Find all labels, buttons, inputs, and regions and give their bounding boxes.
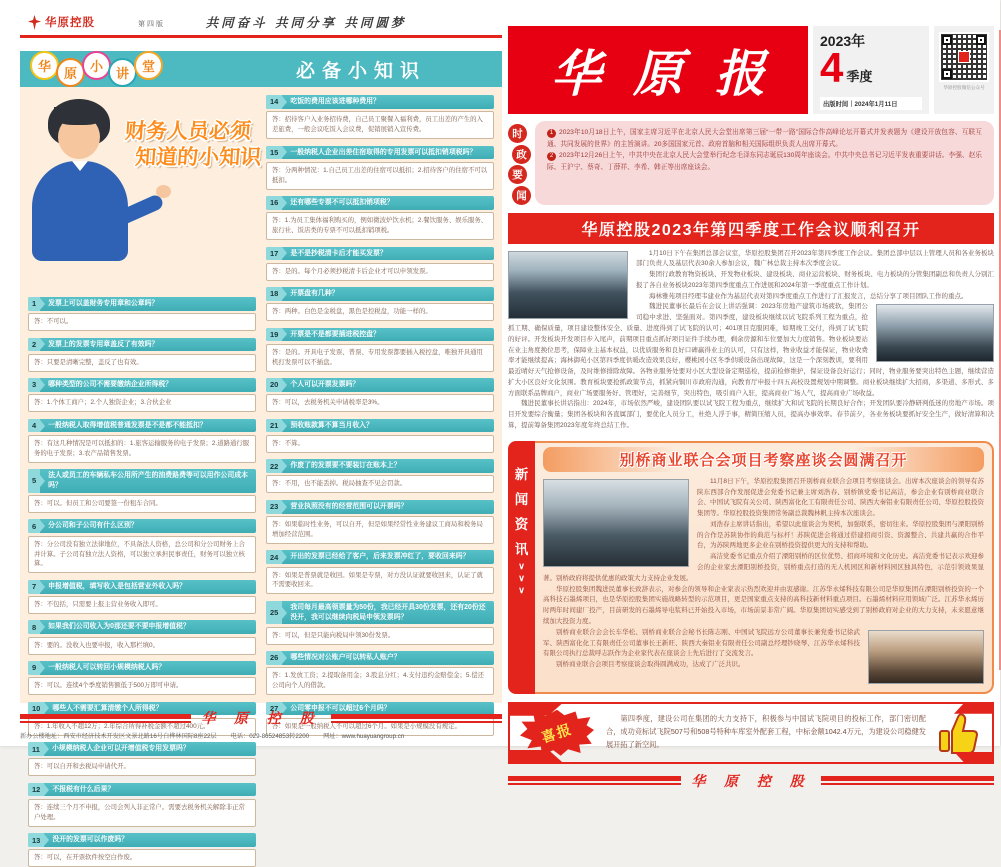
politics-label-column [508, 121, 530, 205]
qa-question [28, 661, 256, 675]
footer-company-name: 华 原 控 股 [691, 773, 811, 790]
slogan: 共同奋斗 共同分享 共同圆梦 [205, 15, 407, 30]
chevron-right-icon [40, 420, 45, 432]
issue-quarter-number: 4 [820, 44, 844, 91]
qa-question [266, 95, 494, 109]
qa-answer: 答：可以。但员工和公司要签一份租车合同。 [28, 495, 256, 513]
qa-question-text: 公司零申报不可以超过6个月吗？ [290, 704, 391, 712]
qa-number: 24 [266, 550, 282, 564]
qa-item [28, 661, 256, 695]
qa-number: 26 [266, 651, 282, 665]
qa-item [28, 338, 256, 372]
good-news-badge [520, 710, 594, 756]
edition-label: 第四版 [138, 21, 165, 28]
qa-item [266, 459, 494, 493]
qa-answer: 答：不可以。 [28, 313, 256, 331]
qa-item [28, 378, 256, 412]
qa-item [28, 297, 256, 331]
newspaper-title: 华原报 [551, 44, 797, 103]
qa-item [28, 580, 256, 614]
qa-question-text: 吃饭的费用应该进哪种费用？ [290, 98, 380, 105]
qa-number: 21 [266, 419, 282, 433]
chevron-down-icon: ∨ [518, 572, 525, 583]
chevron-right-icon [282, 420, 287, 432]
qa-item [28, 519, 256, 573]
qa-number: 22 [266, 459, 282, 473]
qa-number: 10 [28, 702, 44, 716]
qa-question [28, 742, 256, 756]
qa-answer: 答：分两种情况：1.自己员工出差的住宿可以抵扣；2.招待客户的住宿不可以抵扣。 [266, 162, 494, 190]
chevron-right-icon [282, 247, 287, 259]
qa-answer: 答：如果临时性业务，可以自开，但是如果经常性业务建议工商局和税务局增加经营范围。 [266, 516, 494, 544]
chevron-right-icon [282, 379, 287, 391]
qa-question-text: 申报增值税，填写收入是包括营业外收入吗？ [48, 582, 186, 590]
qa-question-text: 一般纳税人取得增值税普通发票是不是都不能抵扣？ [48, 421, 207, 429]
ribbon-character: 闻 [514, 491, 529, 507]
qa-answer: 答：可以自开和去税局申请代开。 [28, 758, 256, 776]
chevron-down-icon: ∨ [518, 585, 525, 596]
ribbon-character: 新 [514, 466, 529, 482]
qa-question-text: 如果我们公司收入为0那还要不要申报增值税？ [48, 623, 190, 631]
masthead [508, 26, 994, 114]
chevron-right-icon [282, 146, 287, 158]
qa-question-text: 开出的发票已经给了客户，后来发票冲红了，要收回来吗？ [290, 553, 470, 561]
qa-answer: 答：1.年收入不超12万；2.年综合所得补税金额不超过400元。 [28, 718, 256, 736]
footer-rule [20, 714, 191, 723]
intro-illustration [28, 95, 262, 291]
qa-question [28, 783, 256, 797]
qa-number: 17 [266, 247, 282, 261]
qa-question-text: 法人或员工的车辆私车公用所产生的油费路费等可以用作公司成本吗？ [48, 472, 248, 489]
qa-number: 7 [28, 580, 40, 594]
qa-number: 6 [28, 519, 40, 533]
good-news-text: 第四季度，建设公司在集团的大力支持下，积极参与中国试飞院项目的投标工作，部门密切配合，成功竞标试飞院507号和508号特种车库室外配套工程，中标金额1042.4万元，为建设公司稳健发展开拓了新空间。 [606, 714, 926, 750]
qa-question [266, 287, 494, 301]
ribbon-character: 资 [514, 516, 529, 532]
qa-answer: 答：如果是一般纳税人不可以超过6个月。如果是小规模没有规定。 [266, 718, 494, 736]
article-paragraph: 别桥商业联合会会长车华松、别桥商业联合会秘书长陈志刚、中国试飞院远方公司董事长兼党委书记徐武军、陕西富化化工有限责任公司董事长王新旺、陕西大秦铝业有限责任公司副总经理钞晓琴、江苏华永烯科技有限公司执行总裁呼志跃作为企业家代表在座谈会上先后进行了交流发言。 [543, 628, 860, 658]
qa-question-text: 是不是抄税清卡后才能买发票？ [290, 249, 387, 257]
politics-news-item: 1 2023年10月18日上午，国家主席习近平在北京人民大会堂出席第三届“一带一路”国际合作高峰论坛开幕式并发表题为《建设开放包容、互联互通、共同发展的世界》的主旨演讲。20多国国家元首、政府首脑和相关国际组织负责人出席开幕式。 [547, 129, 982, 148]
qa-question [266, 419, 494, 433]
chevron-right-icon [282, 288, 287, 300]
qa-question-text: 个人可以开票发票吗？ [290, 381, 360, 389]
qa-number: 27 [266, 702, 282, 716]
footer-rule [331, 714, 502, 723]
politics-label-character: 时 [508, 124, 527, 143]
company-name: 华原控股 [45, 17, 95, 29]
qa-item [266, 247, 494, 281]
qa-item [28, 469, 256, 513]
issue-quarter-unit: 季度 [846, 69, 873, 84]
article-paragraph: 11月8日下午，华原控股集团召开别桥商业联合会项目考察座谈会。出席本次座谈会的领导有苏陕东西部合作发展促进会党委书记兼主席刘浩春、别桥镇党委书记高洁，参会企业有别桥商业联合会、中国试飞院有关公司、陕西富化化工有限责任公司、陕西大秦铝业有限责任公司、华原控股投资集团等。华原控股投资集团常务副总裁魏林帆主持本次座谈会。 [697, 477, 984, 518]
qa-list-right [266, 95, 494, 736]
qr-caption: 华原控股微信公众号 [943, 85, 985, 90]
article-paragraph: 集团行政教育物资板块、开发物业板块、建设板块、商业运营板块、财务板块、电力板块的分管集团副总和负责人分别汇报了各自业务板块2023年第四季度重点工作进展和2024年第一季度重点工作计划。 [636, 271, 994, 289]
qa-question-text: 小规模纳税人企业可以开增值税专用发票吗？ [51, 745, 190, 753]
qa-number: 8 [28, 620, 40, 634]
qa-question-text: 还有哪些专票不可以抵扣销项税？ [290, 199, 394, 206]
qa-question [28, 469, 256, 492]
qa-number: 25 [266, 601, 282, 624]
footer-company-name: 华 原 控 股 [201, 711, 321, 727]
qa-answer: 答：招待客户入业务招待费，自己员工聚餐入福利费，员工出差的产生的入差旅费，一般会议吃饭入会议费，促销展销入宣传费。 [266, 111, 494, 139]
qa-question [266, 500, 494, 514]
article2-body [543, 477, 984, 671]
qa-item [28, 742, 256, 776]
qa-number: 15 [266, 146, 282, 160]
article1-body [508, 249, 994, 432]
qa-number: 23 [266, 500, 282, 514]
qr-column [934, 26, 994, 114]
politics-label-character: 闻 [512, 186, 531, 205]
article2-section [508, 441, 994, 694]
qa-question [28, 580, 256, 594]
chevron-right-icon [282, 197, 287, 209]
qa-number: 9 [28, 661, 40, 675]
qa-question [28, 519, 256, 533]
masthead-title-block [508, 26, 808, 114]
qa-list-left [28, 297, 256, 867]
issue-info-box [813, 26, 929, 114]
qa-question-text: 作废了的发票要不要装订在账本上？ [290, 462, 401, 470]
intro-title-line1: 财务人员必须 [124, 120, 252, 143]
thumbs-up-icon [936, 711, 978, 755]
chevron-right-icon [282, 460, 287, 472]
qa-item [28, 833, 256, 867]
qa-item [266, 419, 494, 453]
meeting-photo [876, 304, 994, 362]
intro-title-line2: 知道的小知识 [134, 146, 262, 170]
chevron-right-icon [282, 96, 287, 108]
article-paragraph: 魏进民董事长最后在会议上讲话强调：2023年房地产建筑市场疲软，集团公司稳中求进、坚强面对。第四季度，建设板块继续以试飞院系列工程为重点，抢抓工期、确保质量，项目建设整体安全、质量、进度得到了试飞院的认可；401项目克服困难，如期竣工交付，得到了试飞院的好评。开发板块开发项目步入尾声，前期项目重点抓好项目证件手续办理，剩余房源和车位要加大力度销售。物业板块要站在业主角度换位思考，保障业主基本权益，以优质服务和良好口碑赢得业主的认可，只有这样，物业收益才能保证，物业收费率才能继续提高；海林御苑小区第四季度供暖改造效果良好，樱桃园小区冬季供暖设备出现故障，这是一个深刻教训，要利用最近晴好天气抢修设备，及时维修排除故障。各物业服务处要对小区大型设备定期巡检，提前检修维护，保证设备良好运行；同时，物业服务要突出特色主题，继续营造扩大小区良好文化氛围。教育板块要抢抓政策节点，抓紧向铜川市政府沟通，向教育厅申报十四五高校设置规划中期调整。商业板块继续扩大招商，多渠道、多形式、多方面联系品牌商户，商业广场要服务好、管理好，完善细节，突出特色，吸引商户入驻，提高商业广场人气，提高商业广场收益。 [508, 303, 994, 397]
qa-question-text: 没开的发票可以作废吗？ [52, 836, 129, 844]
chevron-right-icon [282, 328, 287, 340]
issue-year: 2023年 [820, 33, 866, 49]
qa-answer: 答：1.个体工商户；2.个人独资企业；3.合伙企业 [28, 394, 256, 412]
qa-question [28, 833, 256, 847]
qa-number: 19 [266, 328, 282, 342]
qa-answer: 答：可以，在开票软件按空白作废。 [28, 849, 256, 867]
qa-question [266, 378, 494, 392]
chevron-right-icon [282, 501, 287, 513]
chevron-right-icon [40, 338, 45, 350]
article2-headline: 别桥商业联合会项目考察座谈会圆满召开 [543, 447, 984, 472]
right-page-footer [508, 771, 994, 791]
qa-item [266, 146, 494, 190]
qa-question [266, 459, 494, 473]
qa-number: 4 [28, 419, 40, 433]
qa-number: 14 [266, 95, 282, 109]
qa-item [28, 419, 256, 463]
badge-character: 堂 [134, 51, 163, 80]
qa-question [266, 196, 494, 210]
qa-answer: 答：不用，也不能丢掉。税局抽查不见会罚款。 [266, 475, 494, 493]
qa-question-text: 发票上的发票专用章盖反了有效吗？ [48, 340, 159, 348]
chevron-right-icon [40, 621, 45, 633]
qa-answer: 答：可以，但是只能向税局申领30份发票。 [266, 627, 494, 645]
chevron-right-icon [40, 662, 45, 674]
qa-answer: 答：可以，去税务机关申请税率是3%。 [266, 394, 494, 412]
chevron-right-icon [44, 784, 49, 796]
qa-question-text: 发票上可以盖财务专用章和公章吗？ [48, 300, 159, 307]
qa-question-text: 营业执照没有的经营范围可以开票吗？ [290, 502, 408, 510]
qr-center-logo [958, 51, 970, 63]
qa-answer: 答：有这几种情况是可以抵扣的：1.旅客运输服务的电子发票；2.道路通行服务的电子发票；3.农产品销售发票。 [28, 435, 256, 463]
qa-question-text: 一般纳税人企业出差住宿取得的专用发票可以抵扣销项税吗？ [290, 148, 477, 156]
qa-number: 5 [28, 469, 40, 492]
qa-question-text: 哪些人不需要汇算清缴个人所得税？ [52, 704, 163, 712]
intro-title [122, 119, 264, 172]
politics-label-character: 政 [512, 145, 531, 164]
qa-number: 18 [266, 287, 282, 301]
qa-item [266, 500, 494, 544]
qa-question-text: 分公司和子公司有什么区别？ [48, 522, 138, 530]
qa-question-text: 哪种类型的公司不需要缴纳企业所得税？ [48, 381, 173, 389]
article-paragraph: 1月10日下午在集团总部会议室，华原控股集团召开2023年第四季度工作会议。集团总部中层以上管理人员和各业务板块部门负责人及基层代表30余人参加会议，魏广林总裁主持本次季度会议。 [636, 249, 994, 268]
meeting-photo [508, 251, 628, 319]
good-news-box [508, 702, 994, 764]
qa-answer: 答：1.发放工资；2.提取备用金；3.股息分红；4.支付违约金赔偿金；5.偿还公司向个人的借款。 [266, 667, 494, 695]
meeting-photo [868, 630, 984, 684]
publish-date: 出版时间｜2024年1月11日 [820, 97, 922, 110]
article-paragraph: 高洁党委书记重点介绍了溧阳别桥的区位优势、招商环境和文化历史。高洁党委书记表示欢迎参会的企业家去溧阳别桥投资，别桥重点打造的无人机园区和新材料园区独具特色，示范引领效果显著。别桥政府将提供优惠的政策大力支持企业发展。 [543, 553, 984, 582]
qa-question [28, 419, 256, 433]
qa-question [266, 550, 494, 564]
article-paragraph: 华原控股集团魏进民董事长致辞表示，对参会的领导和企业家表示热烈欢迎并由衷感谢。江苏华永烯科技有限公司是华原集团在溧阳别桥投资的一个高科技石墨烯项目，也是华原控股集团实施战略转型的示范项目，更是国家重点支持的高科技新材料重点项目。石墨烯材料应用领域广泛。江苏华永烯历时两年时间建厂投产，目前研发的石墨烯导电浆料已开始投入市场，市场前景非常广阔。华原集团切实感受到了别桥政府对企业的大力支持，未来愿意继续加大投资力度。 [543, 585, 984, 625]
qa-question [266, 146, 494, 160]
footer-rule [821, 776, 994, 785]
badge-character: 小 [82, 51, 111, 80]
chevron-right-icon [282, 652, 287, 664]
qa-item [266, 550, 494, 594]
qa-question [28, 338, 256, 352]
badge-character: 原 [56, 58, 85, 87]
company-logo [28, 14, 95, 30]
chevron-right-icon [282, 551, 287, 563]
qa-question-text: 不报税有什么后果？ [52, 785, 115, 793]
qa-number: 1 [28, 297, 40, 311]
qa-answer: 答：不算。 [266, 435, 494, 453]
qa-answer: 答：分公司没有独立法律地位，不具备法人资格，总公司和分公司财务上合并计算。子公司有独立法人资格，可以独立承担民事责任，财务可以独立核算。 [28, 536, 256, 574]
ribbon-character: 讯 [514, 541, 529, 557]
news-number-icon: 2 [547, 152, 556, 161]
qa-number: 20 [266, 378, 282, 392]
qa-question [28, 620, 256, 634]
qa-answer: 答：是的。开具电子发票、普票、专用发票都要插入税控盘，唯独开具通用机打发票可以不插盘。 [266, 344, 494, 372]
chevron-right-icon [40, 379, 45, 391]
article-paragraph: 刘浩春主席讲话指出，希望以此座谈会为契机，加强联系，密切往来。华原控股集团与溧阳别桥的合作是苏陕协作的典范与标杆！苏陕促进会将通过搭建招商引资、资源整合、共建共赢的合作平台，为苏陕两地更多企业在别桥投资提供更大的支持和帮助。 [697, 520, 984, 550]
news-number-icon: 1 [547, 129, 556, 138]
politics-label-character: 要 [508, 165, 527, 184]
qa-question [266, 247, 494, 261]
wechat-qr-code [939, 32, 989, 82]
qa-answer: 答：如果是普票就是收回。如果是专票，对方没认证就要收回来，认证了就不需要收回来。 [266, 567, 494, 595]
qa-question-text: 预收账款算不算当月收入？ [290, 421, 374, 429]
banner-title: 必备小知识 [295, 60, 426, 82]
qa-item [266, 601, 494, 645]
politics-news-section [508, 121, 994, 205]
office-address: 新办公楼地址：西安市经济技术开发区文景北路16号白桦林国际8座22层 [20, 733, 217, 740]
chevron-right-icon [40, 581, 45, 593]
qa-number: 11 [28, 742, 44, 756]
qa-item [28, 783, 256, 827]
chevron-right-icon [40, 298, 45, 310]
chevron-right-icon [40, 520, 45, 532]
right-page [508, 26, 994, 791]
good-news-badge-label: 喜报 [539, 720, 575, 746]
qa-question [266, 601, 494, 624]
article1-headline: 华原控股2023年第四季度工作会议顺利召开 [508, 213, 994, 244]
badge-character: 讲 [108, 58, 137, 87]
qa-item [266, 196, 494, 240]
qa-column-right [266, 95, 494, 730]
phone-number: 电话：029-86524853转2200 [230, 733, 310, 740]
article-paragraph: 海林雅苑项目经理韦建业作为基层代表对第四季度重点工作进行了汇报发言，总结分享了项目团队工作的重点。 [649, 292, 968, 300]
badge-character: 华 [30, 51, 59, 80]
qa-answer: 答：不包括，只需要上报主营业务收入即可。 [28, 596, 256, 614]
qa-question-text: 哪些情况对公账户可以转私人账户？ [290, 654, 401, 662]
article-paragraph: 别桥商业联合会项目考察座谈会取得圆满成功，达成了广泛共识。 [556, 661, 745, 669]
chevron-right-icon [40, 475, 45, 487]
qa-item [266, 328, 494, 372]
qa-question [28, 297, 256, 311]
qa-answer: 答：两种。白色是金税盘，黑色是控税盘，功能一样的。 [266, 303, 494, 321]
article2-box [535, 441, 994, 694]
footer-rule [508, 776, 681, 785]
qa-item [266, 651, 494, 695]
qa-question [266, 651, 494, 665]
qa-item [28, 620, 256, 654]
chevron-right-icon [44, 834, 49, 846]
qa-answer: 答：是的。每个月必须抄税清卡后企业才可以申领发票。 [266, 263, 494, 281]
qa-question-text: 我司每月最高领票量为50份，我已经开具30份发票，还有20份还没开，我可以继续向税局申领发票吗？ [290, 603, 486, 621]
news-info-ribbon [508, 441, 535, 694]
chevron-right-icon [44, 743, 49, 755]
header-rule [20, 35, 502, 38]
qa-number: 12 [28, 783, 44, 797]
qa-question [266, 328, 494, 342]
chevron-right-icon [282, 607, 287, 619]
politics-news-item: 2 2023年12月26日上午，中共中央在北京人民大会堂举行纪念毛泽东同志诞辰130周年座谈会。中共中央总书记习近平发表重要讲话。李强、赵乐际、王沪宁、蔡奇、丁薛祥、李希、韩正等出席座谈会。 [547, 152, 982, 172]
chevron-down-icon: ∨ [518, 560, 525, 571]
section-banner [20, 51, 502, 87]
qa-answer: 答：只要是清晰完整，盖反了也有效。 [28, 354, 256, 372]
huayuan-logo-icon [28, 15, 41, 30]
qa-number: 16 [266, 196, 282, 210]
qa-question-text: 开票是不是都要插进税控盘？ [290, 330, 380, 338]
qa-number: 2 [28, 338, 40, 352]
website-url: 网址：www.huayuangroup.cn [323, 733, 405, 740]
meeting-photo [543, 479, 689, 567]
qa-item [266, 95, 494, 139]
qa-answer: 答：连续三个月不申报，公司会列入非正常户。需要去税务机关解除非正常户处理。 [28, 799, 256, 827]
qa-question [28, 378, 256, 392]
huayuan-classroom-badge [30, 51, 160, 87]
qa-number: 13 [28, 833, 44, 847]
article-paragraph: 魏进民董事长讲话指出：2024年，市场依然严峻，建设团队要以试飞院工程为重点，继续扩大和试飞院的长期良好合作；开发团队要冷静研判低迷的房地产市场。项目开发要综合衡量；集团各板块和各直属部门，要优化人员分工，杜绝人浮于事，精简压缩人员，提高办事效率。春节前夕，各业务板块要抓好安全生产，做好清算和决算，提前筹备集团2023年度年终总结工作。 [508, 400, 994, 429]
qa-answer: 答：可以。连续4个季度销售额低于500万即可申请。 [28, 677, 256, 695]
qa-item [266, 378, 494, 412]
qa-answer: 答：要的。没收入也要申报，收入那栏填0。 [28, 637, 256, 655]
qa-number: 3 [28, 378, 40, 392]
qa-question-text: 一般纳税人可以转回小规模纳税人吗？ [48, 664, 166, 672]
left-page [20, 12, 502, 862]
left-page-header [20, 12, 502, 34]
qa-question-text: 开票盘有几种？ [290, 290, 339, 298]
politics-news-box [535, 121, 994, 205]
qa-answer: 答：1.为员工集体福利购买的，例如微波炉饮水机；2.餐饮服务、娱乐服务、旅行社、饭店类的专票不可以抵扣销项税。 [266, 212, 494, 240]
qa-item [266, 287, 494, 321]
